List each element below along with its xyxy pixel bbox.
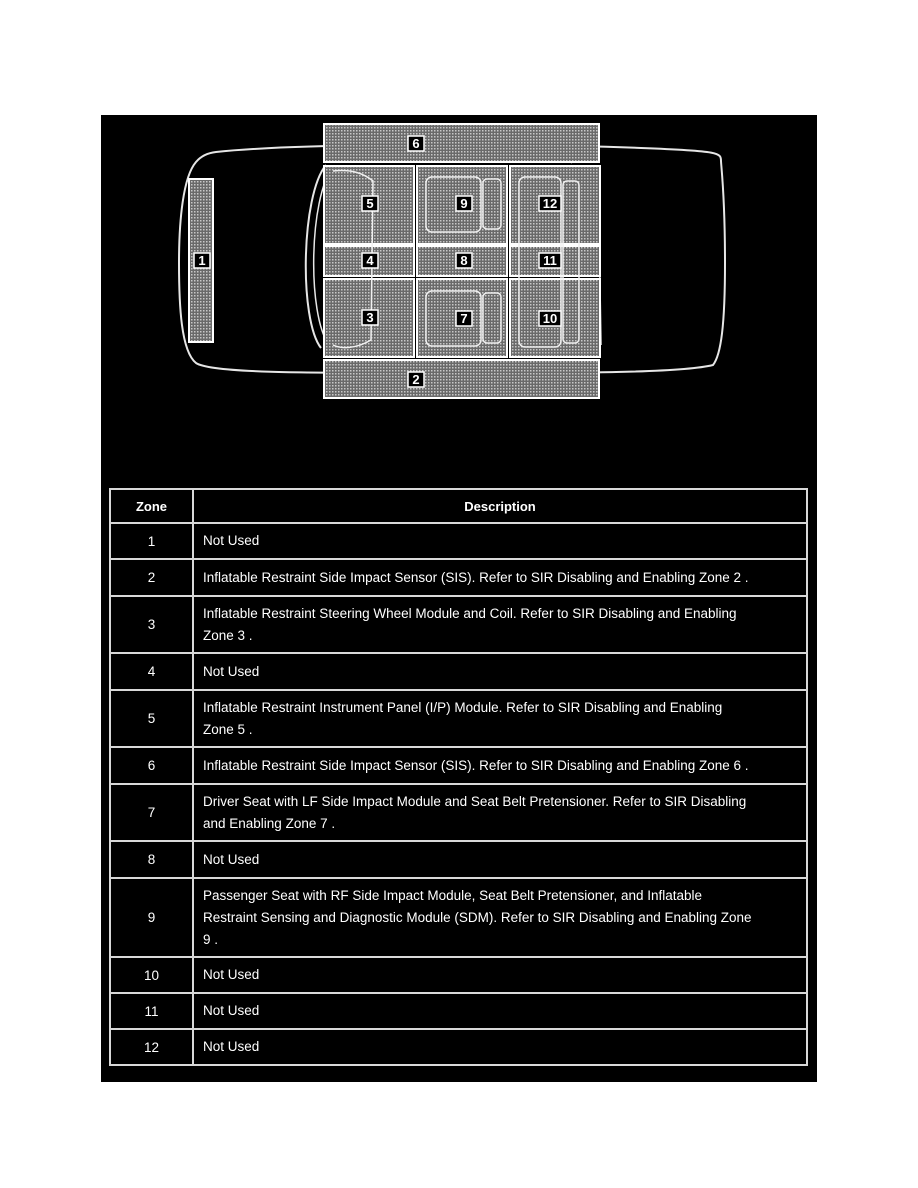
zone-description: Inflatable Restraint Side Impact Sensor (SIS). Refer to SIR Disabling and Enabling Zone 2 . xyxy=(193,559,807,596)
zone-label-3: 3 xyxy=(366,310,374,325)
table-row xyxy=(110,653,807,690)
table-header-row xyxy=(110,489,807,523)
zone-number: 10 xyxy=(110,957,193,993)
zone-description: Not Used xyxy=(193,993,807,1029)
zone-number: 2 xyxy=(110,559,193,596)
description-column-header: Description xyxy=(193,489,807,523)
zone-label-2: 2 xyxy=(412,372,420,387)
table-row xyxy=(110,747,807,784)
zone-description: Inflatable Restraint Instrument Panel (I/P) Module. Refer to SIR Disabling and Enabling Zone 5 . xyxy=(193,690,807,747)
zone-description: Not Used xyxy=(193,841,807,878)
zone-table xyxy=(109,488,808,1066)
zone-number: 4 xyxy=(110,653,193,690)
zone-number: 12 xyxy=(110,1029,193,1065)
zone-2-area xyxy=(324,360,599,398)
table-row xyxy=(110,784,807,841)
table-row xyxy=(110,841,807,878)
zone-number: 8 xyxy=(110,841,193,878)
zone-description: Not Used xyxy=(193,523,807,559)
zone-description: Passenger Seat with RF Side Impact Module, Seat Belt Pretensioner, and Inflatable Restraint Sensing and Diagnostic Module (SDM). Refer to SIR Disabling and Enabling Zone 9 . xyxy=(193,878,807,957)
table-row xyxy=(110,523,807,559)
zone-number: 7 xyxy=(110,784,193,841)
zone-6-area xyxy=(324,124,599,162)
zone-label-8: 8 xyxy=(460,253,468,268)
zone-number: 1 xyxy=(110,523,193,559)
zone-description: Not Used xyxy=(193,957,807,993)
zone-label-4: 4 xyxy=(366,253,374,268)
table-row xyxy=(110,690,807,747)
windshield-outline xyxy=(306,165,326,348)
zone-label-5: 5 xyxy=(366,196,374,211)
zone-description: Not Used xyxy=(193,653,807,690)
zone-description: Driver Seat with LF Side Impact Module and Seat Belt Pretensioner. Refer to SIR Disabling and Enabling Zone 7 . xyxy=(193,784,807,841)
zone-label-9: 9 xyxy=(460,196,468,211)
zone-label-1: 1 xyxy=(198,253,206,268)
figure-panel xyxy=(101,115,817,1082)
table-row xyxy=(110,878,807,957)
zone-description: Inflatable Restraint Steering Wheel Module and Coil. Refer to SIR Disabling and Enabling Zone 3 . xyxy=(193,596,807,653)
vehicle-zone-diagram xyxy=(101,115,817,415)
table-row xyxy=(110,596,807,653)
zone-description: Not Used xyxy=(193,1029,807,1065)
zone-label-7: 7 xyxy=(460,311,468,326)
zone-number: 3 xyxy=(110,596,193,653)
table-row xyxy=(110,559,807,596)
table-row xyxy=(110,993,807,1029)
zone-number: 11 xyxy=(110,993,193,1029)
table-row xyxy=(110,957,807,993)
zone-number: 6 xyxy=(110,747,193,784)
zone-number: 9 xyxy=(110,878,193,957)
zone-label-6: 6 xyxy=(412,136,420,151)
zone-description: Inflatable Restraint Side Impact Sensor (SIS). Refer to SIR Disabling and Enabling Zone 6 . xyxy=(193,747,807,784)
zone-number: 5 xyxy=(110,690,193,747)
zone-label-10: 10 xyxy=(542,311,558,326)
zone-label-12: 12 xyxy=(542,196,558,211)
zone-column-header: Zone xyxy=(110,489,193,523)
table-row xyxy=(110,1029,807,1065)
zone-label-11: 11 xyxy=(543,253,557,268)
